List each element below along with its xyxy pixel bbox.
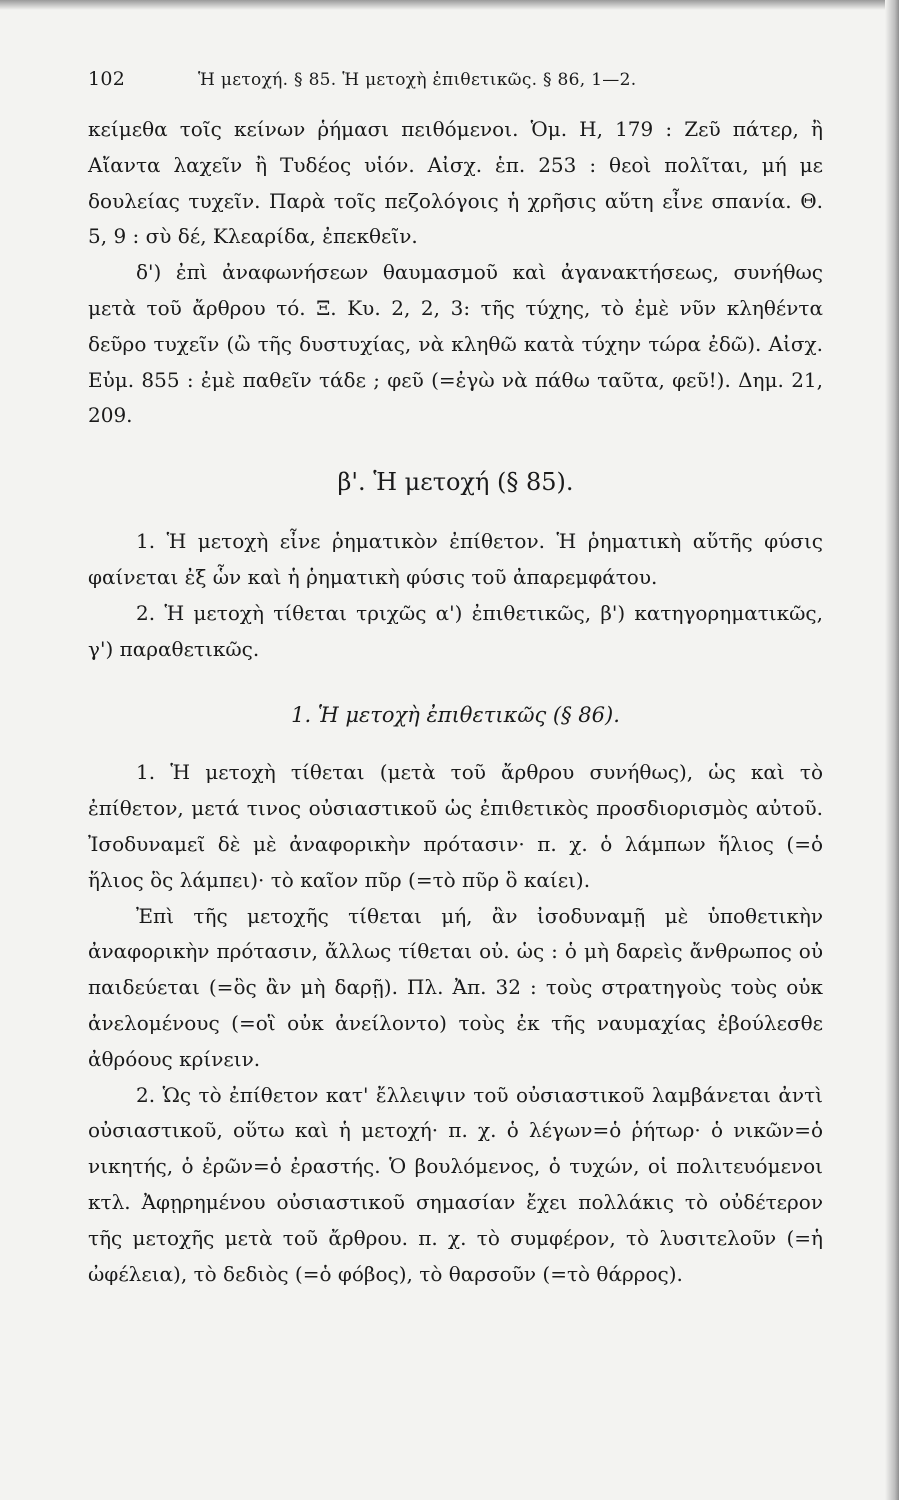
running-head bbox=[88, 68, 823, 90]
paragraph-continuation: κείμεθα τοῖς κείνων ῥήμασι πειθόμενοι. Ὁμ. Η, 179 : Ζεῦ πάτερ, ἢ Αἴαντα λαχεῖν ἢ Τυδέος υἱόν. Αἰσχ. ἑπ. 253 : θεοὶ πολῖται, μή με δουλείας τυχεῖν. Παρὰ τοῖς πεζολόγοις ἡ χρῆσις αὕτη εἶνε σπανία. Θ. 5, 9 : σὺ δέ, Κλεαρίδα, ἐπεκθεῖν. bbox=[88, 117, 823, 249]
subsection-paragraph-1: 1. Ἡ μετοχὴ τίθεται (μετὰ τοῦ ἄρθρου συνήθως), ὡς καὶ τὸ ἐπίθετον, μετά τινος οὐσιαστικοῦ ὡς ἐπιθετικὸς προσδιορισμὸς αὐτοῦ. Ἰσοδυναμεῖ δὲ μὲ ἀναφορικὴν πρότασιν· π. χ. ὁ λάμπων ἥλιος (=ὁ ἥλιος ὃς λάμπει)· τὸ καῖον πῦρ (=τὸ πῦρ ὃ καίει). bbox=[88, 760, 823, 892]
paragraph-exclamations: δ') ἐπὶ ἀναφωνήσεων θαυμασμοῦ καὶ ἀγανακτήσεως, συνήθως μετὰ τοῦ ἄρθρου τό. Ξ. Κυ. 2, 2, 3: τῆς τύχης, τὸ ἐμὲ νῦν κληθέντα δεῦρο τυχεῖν (ὢ τῆς δυστυχίας, νὰ κληθῶ κατὰ τύχην τώρα ἐδῶ). Αἰσχ. Εὐμ. 855 : ἐμὲ παθεῖν τάδε ; φεῦ (=ἐγὼ νὰ πάθω ταῦτα, φεῦ!). Δημ. 21, 209. bbox=[88, 260, 823, 428]
section-paragraph-1: 1. Ἡ μετοχὴ εἶνε ῥηματικὸν ἐπίθετον. Ἡ ῥηματικὴ αὕτῆς φύσις φαίνεται ἐξ ὧν καὶ ἡ ῥηματικὴ φύσις τοῦ ἀπαρεμφάτου. bbox=[88, 529, 823, 589]
scan-top-edge bbox=[0, 0, 899, 10]
book-page bbox=[88, 68, 823, 1292]
section-title: β'. Ἡ μετοχή (§ 85). bbox=[337, 468, 574, 497]
section-paragraph-2: 2. Ἡ μετοχὴ τίθεται τριχῶς α') ἐπιθετικῶς, β') κατηγορηματικῶς, γ') παραθετικῶς. bbox=[88, 600, 823, 661]
page-number: 102 bbox=[88, 68, 126, 90]
subsection-title: 1. Ἡ μετοχὴ ἐπιθετικῶς (§ 86). bbox=[291, 703, 620, 728]
subsection-paragraph-3: 2. Ὡς τὸ ἐπίθετον κατ' ἔλλειψιν τοῦ οὐσιαστικοῦ λαμβάνεται ἀντὶ οὐσιαστικοῦ, οὕτω καὶ ἡ μετοχή· π. χ. ὁ λέγων=ὁ ῥήτωρ· ὁ νικῶν=ὁ νικητής, ὁ ἐρῶν=ὁ ἐραστής. Ὁ βουλόμενος, ὁ τυχών, οἱ πολιτευόμενοι κτλ. Ἀφῃρημένου οὐσιαστικοῦ σημασίαν ἔχει πολλάκις τὸ οὐδέτερον τῆς μετοχῆς μετὰ τοῦ ἄρθρου. π. χ. τὸ συμφέρον, τὸ λυσιτελοῦν (=ἡ ὠφέλεια), τὸ δεδιὸς (=ὁ φόβος), τὸ θαρσοῦν (=τὸ θάρρος). bbox=[88, 1082, 823, 1286]
subsection-paragraph-2: Ἐπὶ τῆς μετοχῆς τίθεται μή, ἂν ἰσοδυναμῇ μὲ ὑποθετικὴν ἀναφορικὴν πρότασιν, ἄλλως τίθεται οὐ. ὡς : ὁ μὴ δαρεὶς ἄνθρωπος οὐ παιδεύεται (=ὃς ἂν μὴ δαρῇ). Πλ. Ἀπ. 32 : τοὺς στρατηγοὺς τοὺς οὐκ ἀνελομένους (=οἳ οὐκ ἀνείλοντο) τοὺς ἐκ τῆς ναυμαχίας ἐβούλεσθε ἀθρόους κρίνειν. bbox=[88, 903, 823, 1071]
scan-right-edge bbox=[885, 0, 899, 1500]
running-title: Ἡ μετοχή. § 85. Ἡ μετοχὴ ἐπιθετικῶς. § 86, 1—2. bbox=[198, 70, 637, 90]
